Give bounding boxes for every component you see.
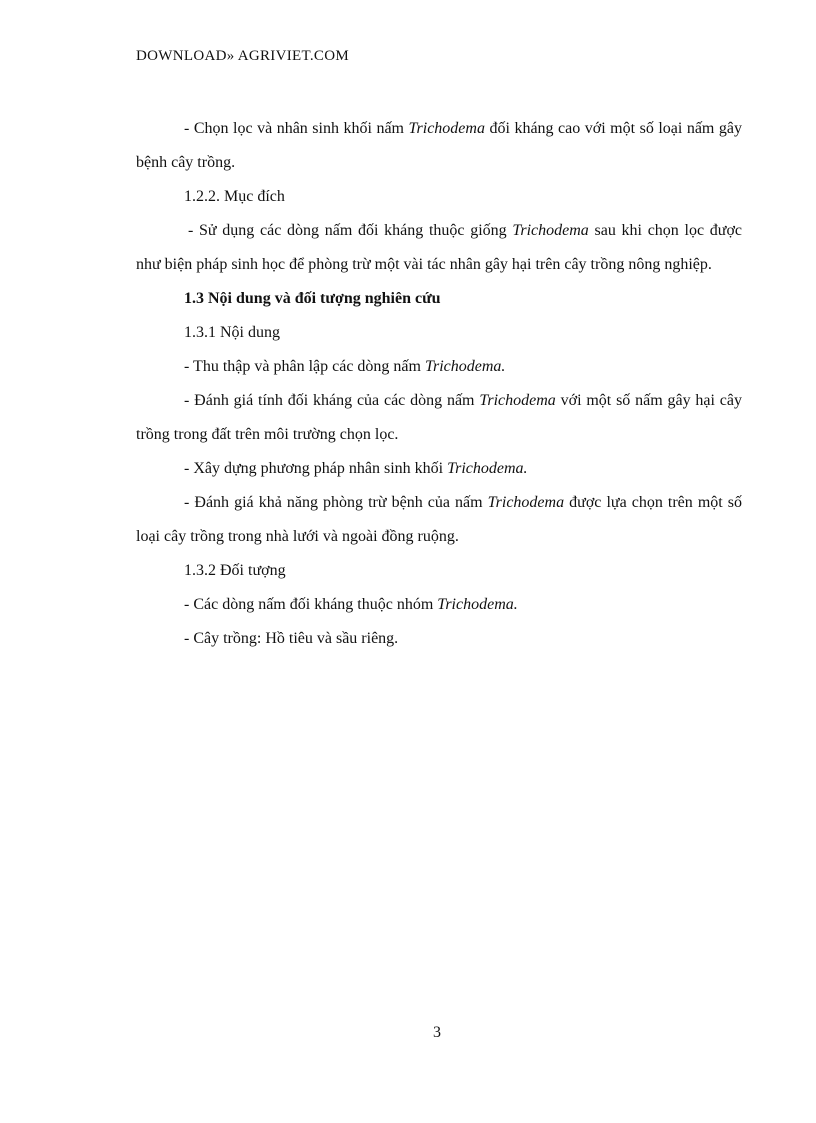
italic-term: Trichodema [479,392,556,409]
text-segment: - Đánh giá tính đối kháng của các dòng nấm [184,392,480,409]
paragraph-collect-isolate [136,350,742,384]
paragraph-biomass-method [136,452,742,486]
text-segment: - Xây dựng phương pháp nhân sinh khối [184,460,448,477]
section-heading-1-3-2: 1.3.2 Đối tượng [184,562,286,579]
paragraph-antagonist-strains [136,588,742,622]
paragraph-objective-selection [136,112,742,180]
text-segment: - Chọn lọc và nhân sinh khối nấm [184,120,409,137]
italic-term: Trichodema. [424,358,506,375]
page-header: DOWNLOAD» AGRIVIET.COM [136,48,349,64]
italic-term: Trichodema. [447,460,528,477]
paragraph-antagonism [136,384,742,452]
text-segment: với một số nấm gây hại cây trồng trong đất trên môi trường chọn lọc. [136,392,743,443]
italic-term: Trichodema. [437,596,518,613]
text-segment: sau khi chọn lọc được như biện pháp sinh học để phòng trừ một vài tác nhân gây hại trên cây trồng nông nghiệp. [136,222,743,273]
text-segment: - Thu thập và phân lập các dòng nấm [184,358,425,375]
italic-term: Trichodema [512,222,589,239]
italic-term: Trichodema [408,120,485,137]
page-number: 3 [433,1024,441,1041]
paragraph-purpose [136,214,742,282]
text-segment: - Đánh giá khả năng phòng trừ bệnh của nấm [184,494,488,511]
text-segment: đối kháng cao với một số loại nấm gây bệnh cây trồng. [136,120,742,171]
italic-term: Trichodema [487,494,565,511]
text-segment: - Các dòng nấm đối kháng thuộc nhóm [184,596,438,613]
section-heading-1-3-1: 1.3.1 Nội dung [184,324,280,341]
document-body [136,112,742,656]
text-segment: - Sử dụng các dòng nấm đối kháng thuộc giống [188,222,513,239]
paragraph-crops: - Cây trồng: Hồ tiêu và sầu riêng. [184,630,399,647]
section-heading-1-2-2: 1.2.2. Mục đích [184,188,285,205]
text-segment: được lựa chọn trên một số loại cây trồng trong nhà lưới và ngoài đồng ruộng. [136,494,743,545]
paragraph-disease-control [136,486,742,554]
section-heading-1-3: 1.3 Nội dung và đối tượng nghiên cứu [184,290,441,307]
